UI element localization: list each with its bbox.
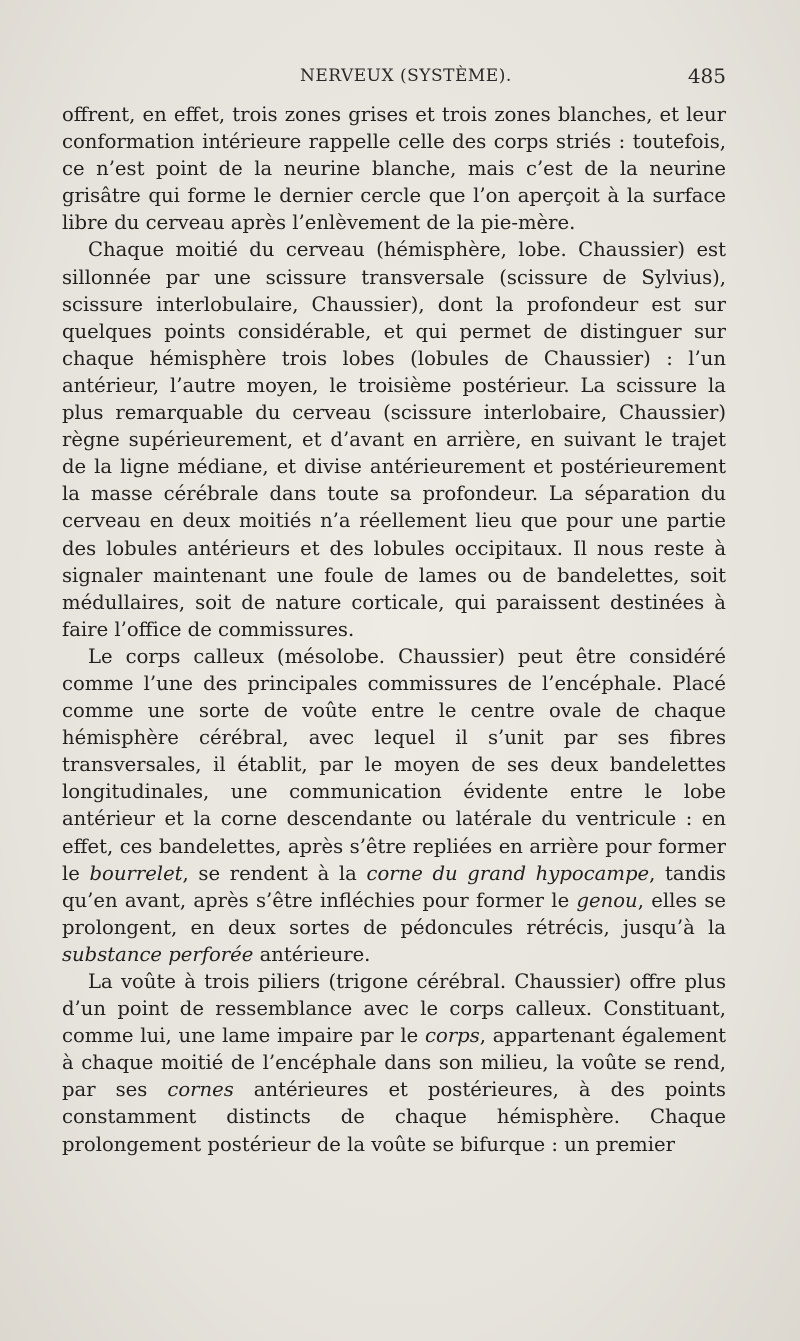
paragraph-1 — [62, 101, 726, 236]
italic-term-cornes: cornes — [167, 1078, 234, 1102]
paragraph-3-text-5: antérieure. — [253, 942, 371, 966]
body-text — [62, 101, 726, 1158]
italic-term-corps: corps — [425, 1024, 480, 1048]
italic-term-genou: genou — [576, 888, 638, 912]
paragraph-3-text-1: Le corps calleux (mésolobe. Chaussier) peut être considéré comme l’une des principales commissures de l’encéphale. Placé comme une sorte de voûte entre le centre ovale de chaque hémisphère cérébral, avec lequel il s’unit par ses fibres transversales, il établit, par le moyen de ses deux bandelettes longitudinales, une communication évidente entre le lobe antérieur et la corne descendante ou latérale du ventricule : en effet, ces bandelettes, après s’être repliées en arrière pour former le — [62, 644, 726, 885]
paragraph-2-text: Chaque moitié du cerveau (hémisphère, lobe. Chaussier) est sillonnée par une scissure transversale (scissure de Sylvius), scissure interlobulaire, Chaussier), dont la profondeur est sur quelques points considérable, et qui permet de distinguer sur chaque hémisphère trois lobes (lobules de Chaussier) : l’un antérieur, l’autre moyen, le troisième postérieur. La scissure la plus remarquable du cerveau (scissure interlobaire, Chaussier) règne supérieurement, et d’avant en arrière, en suivant le trajet de la ligne médiane, et divise antérieurement et postérieurement la masse cérébrale dans toute sa profondeur. La séparation du cerveau en deux moitiés n’a réellement lieu que pour une partie des lobules antérieurs et des lobules occipitaux. Il nous reste à signaler maintenant une foule de lames ou de bandelettes, soit médullaires, soit de nature corticale, qui paraissent destinées à faire l’office de commissures. — [62, 238, 726, 641]
paragraph-4-text-1: La voûte à trois piliers (trigone cérébral. Chaussier) offre plus d’un point de ressemblance avec le corps calleux. Constituant, comme lui, une lame impaire par le — [62, 970, 726, 1048]
paragraph-3-text-4: , elles se prolongent, en deux sortes de pédoncules rétrécis, jusqu’à la — [62, 888, 726, 939]
page-number: 485 — [687, 64, 726, 88]
paragraph-1-text: offrent, en effet, trois zones grises et trois zones blanches, et leur conformation intérieure rappelle celle des corps striés : toutefois, ce n’est point de la neurine blanche, mais c’est de la neurine grisâtre qui forme le dernier cercle que l’on aperçoit à la surface libre du cerveau après l’enlèvement de la pie-mère. — [62, 103, 726, 235]
italic-term-substance-perforee: substance perforée — [62, 942, 254, 966]
running-title: NERVEUX (SYSTÈME). — [300, 66, 512, 86]
paragraph-3-text-3: , tandis qu’en avant, après s’être infléchies pour former le — [62, 861, 726, 912]
paragraph-2 — [62, 236, 726, 642]
paragraph-4 — [62, 968, 726, 1158]
italic-term-corne-du-grand-hypocampe: corne du grand hypocampe — [366, 861, 650, 885]
paragraph-4-text-2: , appartenant également à chaque moitié de l’encéphale dans son milieu, la voûte se rend, par ses — [62, 1024, 726, 1102]
paragraph-3-text-2: , se rendent à la — [182, 861, 367, 885]
page-header — [62, 62, 726, 92]
paragraph-3 — [62, 643, 726, 968]
italic-term-bourrelet: bourrelet — [89, 861, 183, 885]
paragraph-4-text-3: antérieures et postérieures, à des points constamment distincts de chaque hémisphère. Chaque prolongement postérieur de la voûte se bifurque : un premier — [62, 1078, 726, 1156]
